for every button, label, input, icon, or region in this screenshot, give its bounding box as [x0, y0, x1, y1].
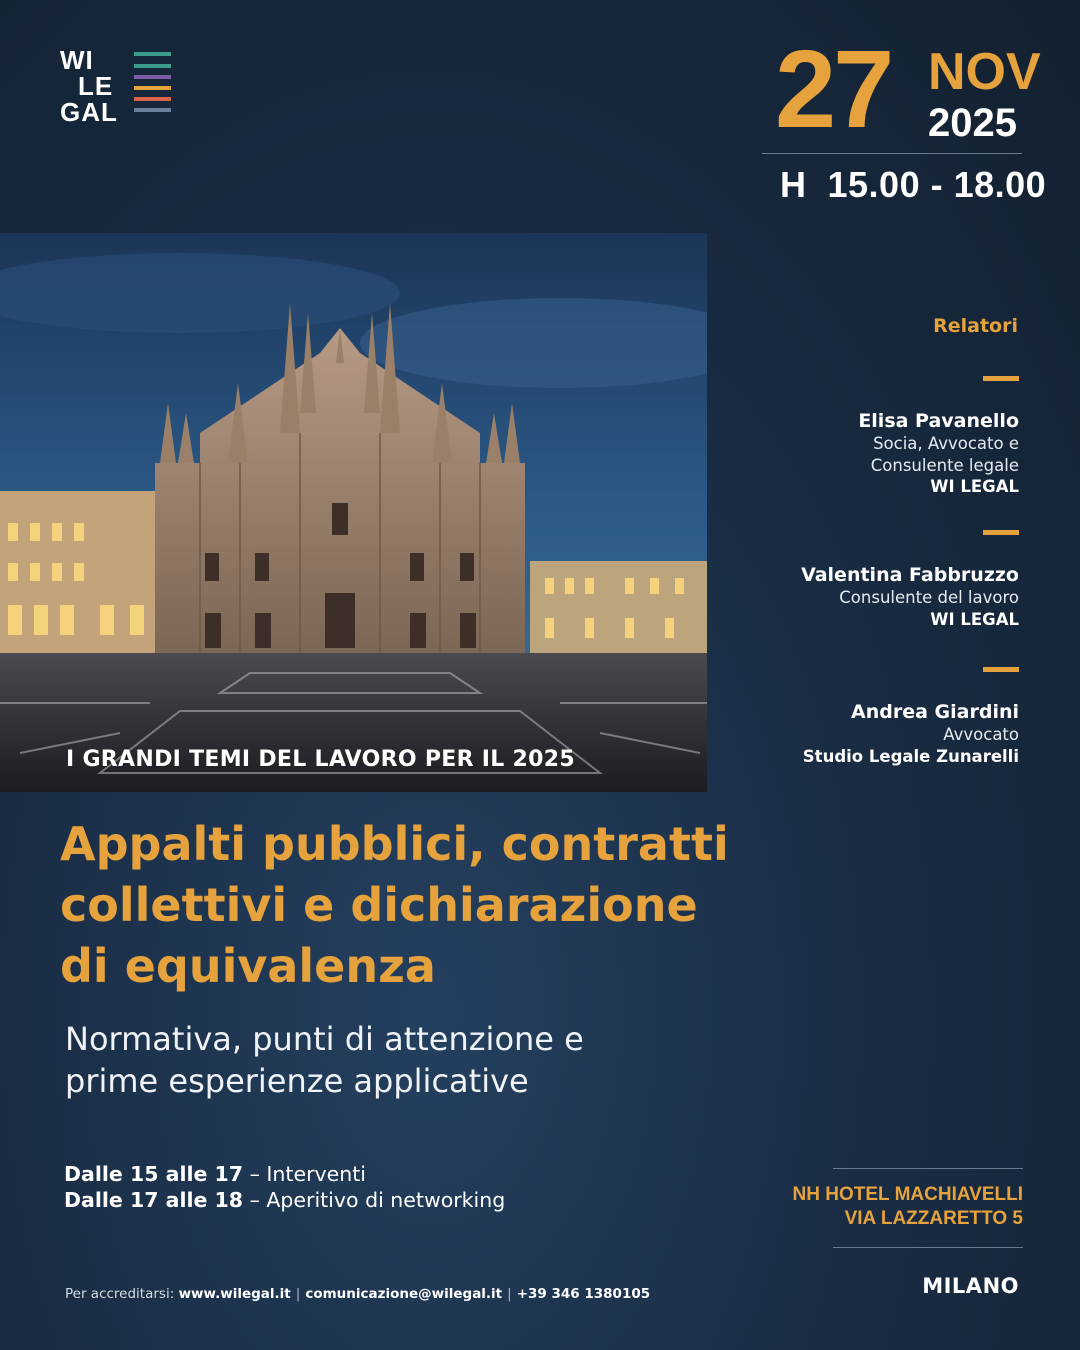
- duomo-photo: [0, 233, 707, 792]
- venue-address: [793, 1183, 1023, 1231]
- dash-icon: [983, 376, 1019, 381]
- schedule-activity: – Interventi: [249, 1162, 366, 1186]
- event-subtitle-line: prime esperienze applicative: [65, 1062, 529, 1100]
- venue-street: VIA LAZZARETTO 5: [844, 1208, 1023, 1229]
- venue-name: NH HOTEL MACHIAVELLI: [792, 1184, 1023, 1205]
- logo-text-line2: LE: [78, 71, 114, 101]
- speaker-role: Consulente del lavoro: [839, 588, 1019, 607]
- event-time: H 15.00 - 18.00: [780, 164, 1047, 205]
- date-divider: [762, 153, 1022, 154]
- event-day: 27: [775, 28, 892, 151]
- speaker-role: Socia, Avvocato e: [873, 434, 1019, 453]
- event-month: NOV: [928, 43, 1041, 101]
- website-link[interactable]: www.wilegal.it: [178, 1286, 291, 1302]
- footer-prefix: Per accreditarsi:: [65, 1286, 175, 1302]
- schedule-time: Dalle 17 alle 18: [64, 1188, 244, 1212]
- event-subtitle-line: Normativa, punti di attenzione e: [65, 1020, 584, 1058]
- phone-link[interactable]: +39 346 1380105: [516, 1286, 651, 1302]
- venue-divider-top: [833, 1168, 1023, 1169]
- separator: |: [295, 1286, 301, 1302]
- logo-bar-icon: [134, 97, 171, 101]
- logo-bar-icon: [134, 108, 171, 112]
- dash-icon: [983, 667, 1019, 672]
- logo-text-line3: GAL: [60, 97, 118, 127]
- logo-bar-icon: [134, 86, 171, 90]
- venue-divider-bottom: [833, 1247, 1023, 1248]
- schedule-item: [64, 1161, 366, 1187]
- event-title-line: Appalti pubblici, contratti: [60, 817, 729, 871]
- schedule-item: [64, 1187, 505, 1213]
- schedule-time: Dalle 15 alle 17: [64, 1162, 244, 1186]
- logo-bar-icon: [134, 52, 171, 56]
- event-title-line: collettivi e dichiarazione: [60, 878, 698, 932]
- event-title: [60, 814, 760, 997]
- speaker-card: [699, 667, 1019, 767]
- speaker-name: Elisa Pavanello: [858, 410, 1019, 432]
- speaker-role: Avvocato: [943, 725, 1019, 744]
- event-year: 2025: [928, 101, 1017, 145]
- speaker-card: [699, 530, 1019, 630]
- speaker-name: Andrea Giardini: [851, 701, 1019, 723]
- speaker-name: Valentina Fabbruzzo: [801, 564, 1019, 586]
- wilegal-logo: [60, 45, 175, 127]
- speaker-role: Consulente legale: [870, 455, 1019, 475]
- footer-contacts: [65, 1285, 650, 1303]
- logo-bar-icon: [134, 64, 171, 68]
- logo-bar-icon: [134, 75, 171, 79]
- dash-icon: [983, 530, 1019, 535]
- logo-text-line1: WI: [60, 45, 94, 75]
- separator: |: [507, 1286, 512, 1302]
- speaker-org: WI LEGAL: [930, 477, 1019, 496]
- event-title-line: di equivalenza: [60, 939, 436, 993]
- venue-city: MILANO: [922, 1274, 1019, 1298]
- event-subtitle: [65, 1018, 705, 1102]
- speaker-org: WI LEGAL: [930, 609, 1019, 629]
- photo-caption: I GRANDI TEMI DEL LAVORO PER IL 2025: [66, 747, 575, 772]
- speaker-card: [699, 376, 1019, 498]
- speakers-heading: Relatori: [933, 315, 1018, 337]
- speaker-org: Studio Legale Zunarelli: [802, 746, 1019, 766]
- schedule-activity: – Aperitivo di networking: [249, 1188, 506, 1212]
- email-link[interactable]: comunicazione@wilegal.it: [305, 1286, 503, 1302]
